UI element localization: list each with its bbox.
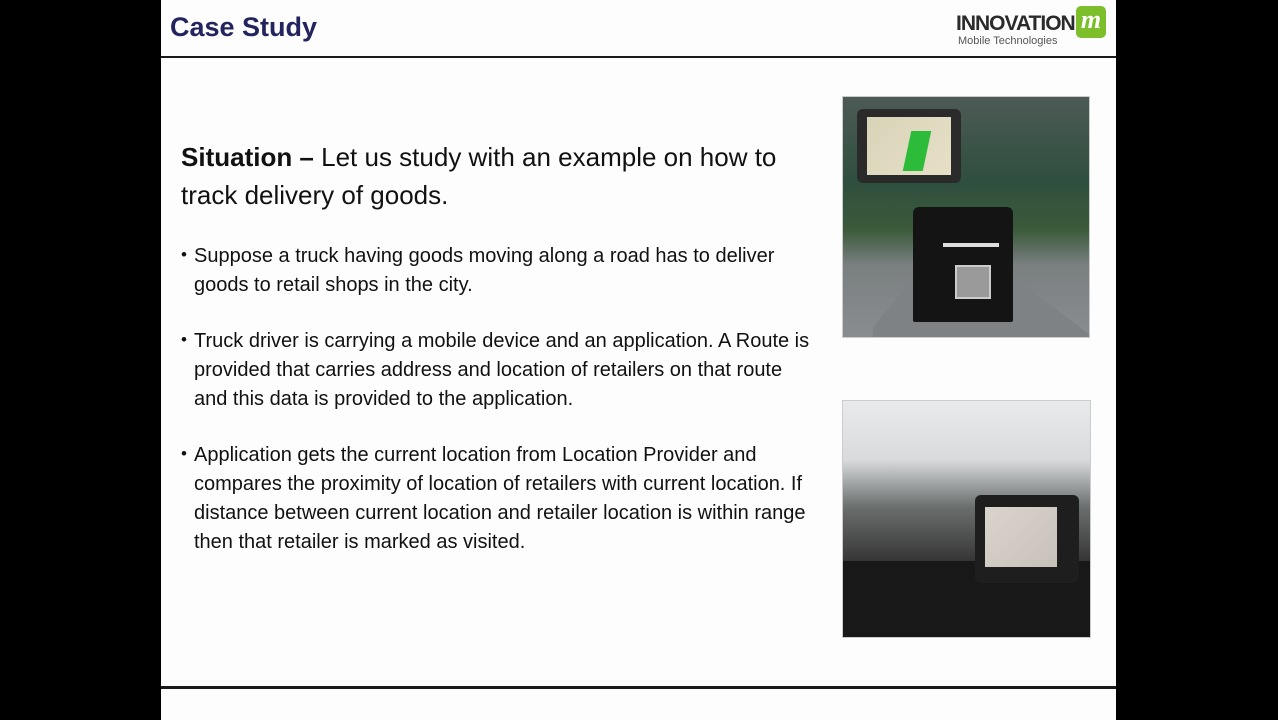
slide-content	[181, 138, 821, 584]
innovationm-logo	[956, 4, 1106, 48]
footer-divider	[161, 686, 1116, 689]
slide-title: Case Study	[170, 12, 318, 42]
situation-heading	[181, 138, 821, 214]
situation-text: Let us study with an example on how to track delivery of goods.	[181, 142, 777, 210]
bullet-icon: •	[181, 330, 187, 349]
truck-gps-image	[842, 96, 1090, 338]
logo-wordmark: INNOVATION	[956, 12, 1075, 35]
bullet-text: Suppose a truck having goods moving along a road has to deliver goods to retail shops in the city.	[194, 245, 775, 296]
truck-dashboard-image	[842, 400, 1091, 638]
bullet-item	[181, 327, 821, 414]
bullet-icon: •	[181, 245, 187, 264]
tablet-device-icon	[975, 495, 1079, 583]
bullet-text: Truck driver is carrying a mobile device and an application. A Route is provided that carries address and location of retailers on that route and this data is provided to the application.	[194, 330, 810, 410]
truck-icon	[913, 207, 1013, 322]
bullet-text: Application gets the current location from Location Provider and compares the proximity of location of retailers with current location. If distance between current location and retailer location is within range then that retailer is marked as visited.	[194, 444, 806, 553]
slide	[161, 0, 1116, 720]
logo-tagline: Mobile Technologies	[958, 35, 1058, 47]
logo-m-icon: m	[1076, 6, 1106, 38]
situation-label: Situation –	[181, 142, 314, 172]
bullet-icon: •	[181, 444, 187, 463]
gps-device-icon	[857, 109, 961, 183]
bullet-item	[181, 242, 821, 300]
slide-header	[161, 0, 1116, 58]
bullet-item	[181, 441, 821, 557]
